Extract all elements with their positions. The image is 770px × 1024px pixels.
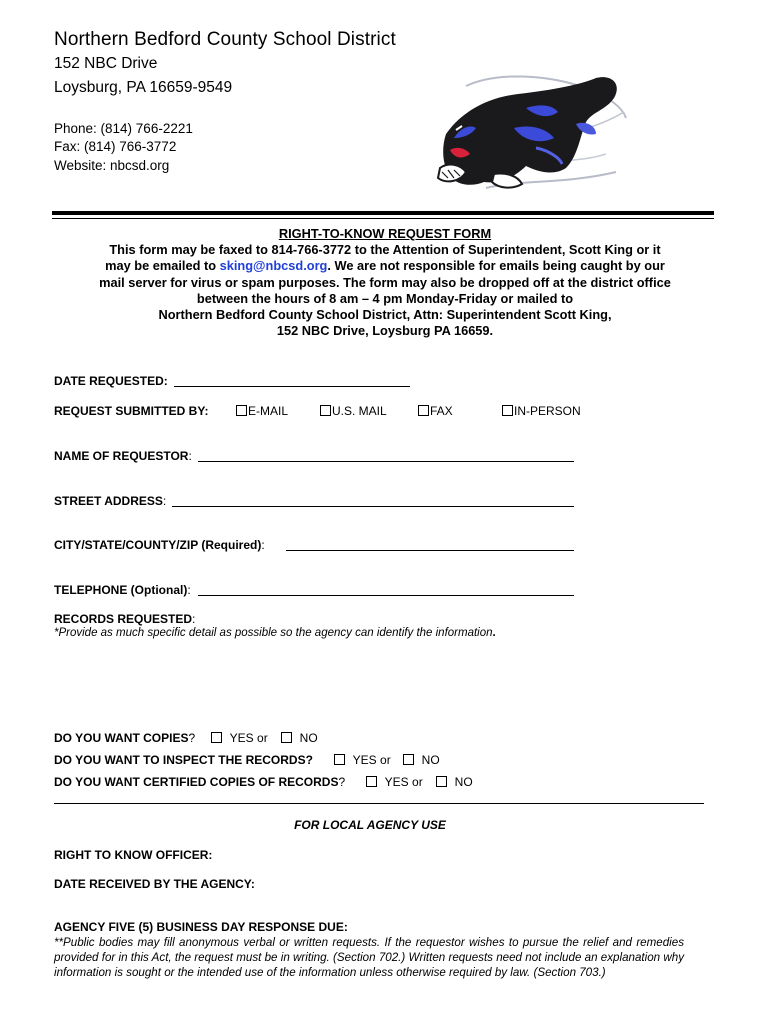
rtk-officer-label: RIGHT TO KNOW OFFICER: xyxy=(54,848,213,862)
request-submitted-label: REQUEST SUBMITTED BY: xyxy=(54,404,209,418)
certified-yes-label: YES or xyxy=(384,775,423,789)
certified-question xyxy=(54,775,345,789)
records-note-text: *Provide as much specific detail as possible so the agency can identify the information xyxy=(54,627,493,639)
option-fax-label: FAX xyxy=(430,404,453,418)
requestor-name-label xyxy=(54,449,192,463)
instructions-line-3: mail server for virus or spam purposes. The form may also be dropped off at the district office xyxy=(99,274,671,290)
requestor-name-field[interactable] xyxy=(198,461,574,462)
option-email-label: E-MAIL xyxy=(248,404,289,418)
inspect-no[interactable] xyxy=(403,753,440,767)
header-divider-thin xyxy=(52,218,714,219)
city-state-label xyxy=(54,538,265,552)
records-requested-colon: : xyxy=(192,612,196,626)
copies-qmark: ? xyxy=(188,731,196,745)
street-address-text: STREET ADDRESS xyxy=(54,494,163,508)
records-note xyxy=(54,627,496,639)
telephone-field[interactable] xyxy=(198,595,574,596)
copies-yes-label: YES or xyxy=(229,731,268,745)
form-instructions xyxy=(40,226,730,339)
requestor-name-colon: : xyxy=(188,449,192,463)
inspect-question xyxy=(54,753,313,767)
legal-note: **Public bodies may fill anonymous verbal or written requests. If the requestor wishes to pursue the relief and remedies provided for in this Act, the request must be in writing. (Section 702.) Written requests need not include an explanation why information is sought or the intended use of the information unless otherwise required by law. (Section 703.) xyxy=(54,936,684,979)
instructions-line-2-a: may be emailed to xyxy=(105,258,220,274)
instructions-line-5: Northern Bedford County School District, Attn: Superintendent Scott King, xyxy=(158,307,612,323)
certified-qmark: ? xyxy=(338,775,346,789)
agency-section-title: FOR LOCAL AGENCY USE xyxy=(294,818,446,832)
records-requested-label xyxy=(54,612,195,626)
legal-note-block xyxy=(54,920,684,980)
telephone-label xyxy=(54,583,191,597)
response-due-label: AGENCY FIVE (5) BUSINESS DAY RESPONSE DUE: xyxy=(54,920,348,934)
website: Website: nbcsd.org xyxy=(54,158,170,173)
address-line-2: Loysburg, PA 16659-9549 xyxy=(54,79,233,96)
copies-question xyxy=(54,731,195,745)
inspect-yes-label: YES or xyxy=(352,753,391,767)
panther-mascot-icon xyxy=(426,68,630,204)
fax-checkbox[interactable] xyxy=(418,405,429,416)
certified-yes[interactable] xyxy=(366,775,423,789)
instructions-line-6: 152 NBC Drive, Loysburg PA 16659. xyxy=(276,323,494,339)
inspect-yes-checkbox[interactable] xyxy=(334,754,345,765)
fax: Fax: (814) 766-3772 xyxy=(54,139,177,154)
agency-divider xyxy=(54,803,704,804)
instructions-line-1: This form may be faxed to 814-766-3772 to the Attention of Superintendent, Scott King or it xyxy=(109,242,661,258)
form-title: RIGHT-TO-KNOW REQUEST FORM xyxy=(278,226,492,241)
email-link[interactable]: sking@nbcsd.org xyxy=(219,258,328,274)
date-requested-label: DATE REQUESTED: xyxy=(54,374,168,388)
address-line-1: 152 NBC Drive xyxy=(54,55,158,72)
copies-yes-checkbox[interactable] xyxy=(211,732,222,743)
certified-no-checkbox[interactable] xyxy=(436,776,447,787)
header-divider-thick xyxy=(52,211,714,215)
street-address-colon: : xyxy=(162,494,167,508)
records-requested-text: RECORDS REQUESTED xyxy=(54,612,193,626)
org-name: Northern Bedford County School District xyxy=(54,29,396,50)
copies-no-checkbox[interactable] xyxy=(281,732,292,743)
copies-no[interactable] xyxy=(281,731,318,745)
street-address-label xyxy=(54,494,166,508)
telephone-colon: : xyxy=(187,583,191,597)
instructions-line-2 xyxy=(40,258,730,274)
instructions-line-4: between the hours of 8 am – 4 pm Monday-Friday or mailed to xyxy=(196,290,574,306)
certified-no-label: NO xyxy=(454,775,473,789)
date-received-label: DATE RECEIVED BY THE AGENCY: xyxy=(54,877,255,891)
us-mail-checkbox[interactable] xyxy=(320,405,331,416)
certified-no[interactable] xyxy=(436,775,473,789)
street-address-field[interactable] xyxy=(172,506,574,507)
option-us-mail[interactable] xyxy=(320,404,387,418)
telephone-text: TELEPHONE (Optional) xyxy=(54,583,188,597)
records-requested-area[interactable] xyxy=(54,648,694,718)
city-state-colon: : xyxy=(261,538,265,552)
option-in-person[interactable] xyxy=(502,404,581,418)
records-note-period: . xyxy=(492,627,496,639)
inspect-question-text: DO YOU WANT TO INSPECT THE RECORDS? xyxy=(54,753,313,767)
in-person-checkbox[interactable] xyxy=(502,405,513,416)
date-requested-field[interactable] xyxy=(174,386,410,387)
phone: Phone: (814) 766-2221 xyxy=(54,121,193,136)
copies-question-text: DO YOU WANT COPIES xyxy=(54,731,189,745)
option-fax[interactable] xyxy=(418,404,453,418)
copies-yes[interactable] xyxy=(211,731,268,745)
city-state-field[interactable] xyxy=(286,550,574,551)
inspect-yes[interactable] xyxy=(334,753,391,767)
requestor-name-text: NAME OF REQUESTOR xyxy=(54,449,189,463)
inspect-no-checkbox[interactable] xyxy=(403,754,414,765)
email-checkbox[interactable] xyxy=(236,405,247,416)
option-email[interactable] xyxy=(236,404,288,418)
instructions-line-2-b: . We are not responsible for emails being caught by our xyxy=(327,258,665,274)
copies-no-label: NO xyxy=(299,731,318,745)
city-state-text: CITY/STATE/COUNTY/ZIP (Required) xyxy=(54,538,262,552)
certified-yes-checkbox[interactable] xyxy=(366,776,377,787)
option-us-mail-label: U.S. MAIL xyxy=(332,404,387,418)
inspect-no-label: NO xyxy=(421,753,440,767)
certified-question-text: DO YOU WANT CERTIFIED COPIES OF RECORDS xyxy=(54,775,339,789)
option-in-person-label: IN-PERSON xyxy=(514,404,581,418)
